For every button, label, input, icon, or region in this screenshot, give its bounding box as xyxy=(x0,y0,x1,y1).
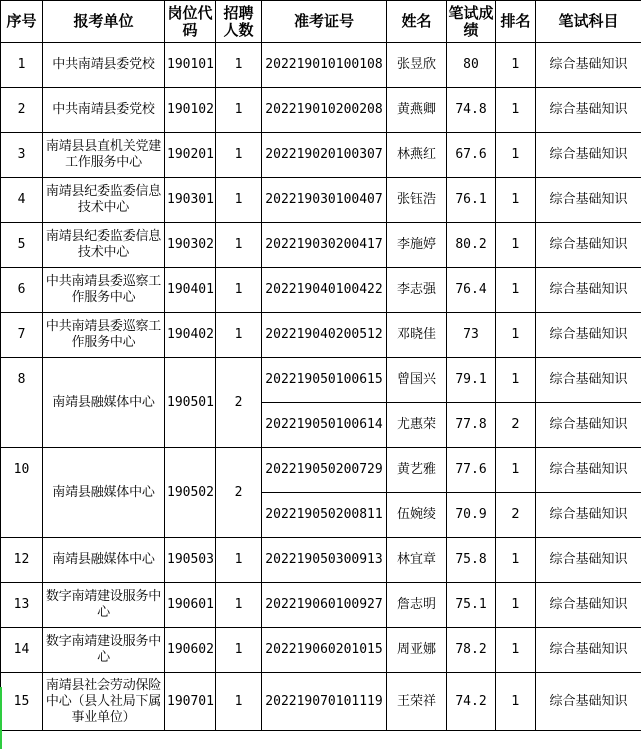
cell-seq: 15 xyxy=(1,673,43,731)
cell-recruit: 1 xyxy=(216,628,262,673)
cell-rank: 1 xyxy=(496,538,536,583)
row-selection-marker xyxy=(0,687,2,749)
cell-unit: 中共南靖县委巡察工作服务中心 xyxy=(43,313,165,358)
cell-score: 76.4 xyxy=(447,268,496,313)
cell-unit: 数字南靖建设服务中心 xyxy=(43,583,165,628)
header-subject: 笔试科目 xyxy=(536,1,641,43)
cell-rank: 1 xyxy=(496,673,536,731)
cell-subject: 综合基础知识 xyxy=(536,628,641,673)
cell-name: 周亚娜 xyxy=(387,628,447,673)
cell-score: 79.1 xyxy=(447,358,496,403)
cell-exam-no: 202219070101119 xyxy=(262,673,387,731)
cell-exam-no: 202219010100108 xyxy=(262,43,387,88)
cell-score: 75.1 xyxy=(447,583,496,628)
cell-score: 77.6 xyxy=(447,448,496,493)
cell-exam-no: 202219060100927 xyxy=(262,583,387,628)
cell-post-code: 190701 xyxy=(165,673,216,731)
cell-exam-no: 202219050200729 xyxy=(262,448,387,493)
cell-score: 73 xyxy=(447,313,496,358)
cell-seq: 13 xyxy=(1,583,43,628)
table-row xyxy=(1,448,641,493)
cell-score: 75.8 xyxy=(447,538,496,583)
cell-recruit: 1 xyxy=(216,313,262,358)
cell-rank: 1 xyxy=(496,358,536,403)
cell-rank: 1 xyxy=(496,313,536,358)
header-unit: 报考单位 xyxy=(43,1,165,43)
cell-rank: 1 xyxy=(496,448,536,493)
cell-seq: 2 xyxy=(1,88,43,133)
cell-rank: 1 xyxy=(496,133,536,178)
cell-seq: 5 xyxy=(1,223,43,268)
cell-exam-no: 202219050100615 xyxy=(262,358,387,403)
cell-name: 林燕红 xyxy=(387,133,447,178)
table-row xyxy=(1,178,641,223)
cell-unit: 中共南靖县委党校 xyxy=(43,43,165,88)
cell-name: 王荣祥 xyxy=(387,673,447,731)
cell-score: 76.1 xyxy=(447,178,496,223)
cell-recruit: 1 xyxy=(216,583,262,628)
header-post-code: 岗位代码 xyxy=(165,1,216,43)
cell-exam-no: 202219050100614 xyxy=(262,403,387,448)
cell-post-code: 190301 xyxy=(165,178,216,223)
cell-score: 78.2 xyxy=(447,628,496,673)
cell-exam-no: 202219050200811 xyxy=(262,493,387,538)
cell-recruit: 1 xyxy=(216,268,262,313)
cell-subject: 综合基础知识 xyxy=(536,313,641,358)
cell-unit: 南靖县社会劳动保险中心（县人社局下属事业单位） xyxy=(43,673,165,731)
cell-seq: 14 xyxy=(1,628,43,673)
cell-seq-empty xyxy=(1,403,43,448)
cell-subject: 综合基础知识 xyxy=(536,448,641,493)
cell-seq: 7 xyxy=(1,313,43,358)
cell-name: 李施婷 xyxy=(387,223,447,268)
cell-exam-no: 202219050300913 xyxy=(262,538,387,583)
cell-name: 黄燕卿 xyxy=(387,88,447,133)
cell-subject: 综合基础知识 xyxy=(536,403,641,448)
cell-unit: 南靖县融媒体中心 xyxy=(43,448,165,538)
cell-rank: 1 xyxy=(496,43,536,88)
cell-post-code: 190503 xyxy=(165,538,216,583)
cell-seq-empty xyxy=(1,493,43,538)
cell-name: 伍婉绫 xyxy=(387,493,447,538)
cell-score: 74.8 xyxy=(447,88,496,133)
cell-name: 李志强 xyxy=(387,268,447,313)
cell-rank: 1 xyxy=(496,628,536,673)
table-row xyxy=(1,538,641,583)
cell-name: 黄艺雅 xyxy=(387,448,447,493)
cell-recruit: 2 xyxy=(216,358,262,448)
table-row xyxy=(1,358,641,403)
cell-post-code: 190402 xyxy=(165,313,216,358)
cell-recruit: 1 xyxy=(216,88,262,133)
header-exam-no: 准考证号 xyxy=(262,1,387,43)
cell-name: 詹志明 xyxy=(387,583,447,628)
cell-subject: 综合基础知识 xyxy=(536,583,641,628)
table-row xyxy=(1,268,641,313)
cell-rank: 1 xyxy=(496,268,536,313)
cell-exam-no: 202219010200208 xyxy=(262,88,387,133)
cell-unit: 南靖县纪委监委信息技术中心 xyxy=(43,223,165,268)
cell-score: 70.9 xyxy=(447,493,496,538)
cell-post-code: 190602 xyxy=(165,628,216,673)
cell-exam-no: 202219040100422 xyxy=(262,268,387,313)
table-row xyxy=(1,223,641,268)
cell-exam-no: 202219060201015 xyxy=(262,628,387,673)
cell-unit: 中共南靖县委党校 xyxy=(43,88,165,133)
header-name: 姓名 xyxy=(387,1,447,43)
cell-subject: 综合基础知识 xyxy=(536,493,641,538)
cell-exam-no: 202219040200512 xyxy=(262,313,387,358)
cell-name: 林宜章 xyxy=(387,538,447,583)
cell-subject: 综合基础知识 xyxy=(536,268,641,313)
cell-recruit: 1 xyxy=(216,178,262,223)
cell-subject: 综合基础知识 xyxy=(536,88,641,133)
cell-post-code: 190201 xyxy=(165,133,216,178)
header-rank: 排名 xyxy=(496,1,536,43)
cell-unit: 南靖县纪委监委信息技术中心 xyxy=(43,178,165,223)
cell-name: 邓晓佳 xyxy=(387,313,447,358)
cell-unit: 南靖县融媒体中心 xyxy=(43,358,165,448)
cell-rank: 1 xyxy=(496,88,536,133)
table-row xyxy=(1,88,641,133)
cell-score: 80 xyxy=(447,43,496,88)
cell-seq: 8 xyxy=(1,358,43,403)
table-row xyxy=(1,133,641,178)
cell-subject: 综合基础知识 xyxy=(536,538,641,583)
cell-rank: 2 xyxy=(496,403,536,448)
cell-name: 张昱欣 xyxy=(387,43,447,88)
cell-post-code: 190501 xyxy=(165,358,216,448)
cell-exam-no: 202219030200417 xyxy=(262,223,387,268)
header-score: 笔试成绩 xyxy=(447,1,496,43)
cell-unit: 数字南靖建设服务中心 xyxy=(43,628,165,673)
cell-rank: 1 xyxy=(496,178,536,223)
cell-post-code: 190102 xyxy=(165,88,216,133)
cell-post-code: 190601 xyxy=(165,583,216,628)
cell-seq: 4 xyxy=(1,178,43,223)
cell-rank: 1 xyxy=(496,223,536,268)
cell-recruit: 1 xyxy=(216,133,262,178)
cell-subject: 综合基础知识 xyxy=(536,673,641,731)
header-row xyxy=(1,1,641,43)
cell-post-code: 190101 xyxy=(165,43,216,88)
header-seq: 序号 xyxy=(1,1,43,43)
cell-name: 尤惠荣 xyxy=(387,403,447,448)
cell-name: 张钰浩 xyxy=(387,178,447,223)
cell-post-code: 190401 xyxy=(165,268,216,313)
cell-score: 67.6 xyxy=(447,133,496,178)
cell-seq: 12 xyxy=(1,538,43,583)
cell-seq: 3 xyxy=(1,133,43,178)
cell-seq: 10 xyxy=(1,448,43,493)
cell-post-code: 190302 xyxy=(165,223,216,268)
cell-subject: 综合基础知识 xyxy=(536,358,641,403)
cell-recruit: 1 xyxy=(216,538,262,583)
table-row xyxy=(1,313,641,358)
header-recruit: 招聘人数 xyxy=(216,1,262,43)
cell-subject: 综合基础知识 xyxy=(536,133,641,178)
cell-unit: 南靖县县直机关党建工作服务中心 xyxy=(43,133,165,178)
cell-score: 74.2 xyxy=(447,673,496,731)
cell-rank: 2 xyxy=(496,493,536,538)
cell-post-code: 190502 xyxy=(165,448,216,538)
table-row xyxy=(1,673,641,731)
cell-seq: 6 xyxy=(1,268,43,313)
table-row xyxy=(1,628,641,673)
table-row xyxy=(1,43,641,88)
cell-exam-no: 202219030100407 xyxy=(262,178,387,223)
cell-score: 80.2 xyxy=(447,223,496,268)
cell-exam-no: 202219020100307 xyxy=(262,133,387,178)
cell-name: 曾国兴 xyxy=(387,358,447,403)
table-row xyxy=(1,583,641,628)
cell-recruit: 1 xyxy=(216,673,262,731)
cell-unit: 南靖县融媒体中心 xyxy=(43,538,165,583)
cell-recruit: 1 xyxy=(216,223,262,268)
cell-subject: 综合基础知识 xyxy=(536,223,641,268)
cell-rank: 1 xyxy=(496,583,536,628)
cell-subject: 综合基础知识 xyxy=(536,43,641,88)
cell-subject: 综合基础知识 xyxy=(536,178,641,223)
cell-recruit: 1 xyxy=(216,43,262,88)
cell-seq: 1 xyxy=(1,43,43,88)
cell-recruit: 2 xyxy=(216,448,262,538)
cell-unit: 中共南靖县委巡察工作服务中心 xyxy=(43,268,165,313)
cell-score: 77.8 xyxy=(447,403,496,448)
